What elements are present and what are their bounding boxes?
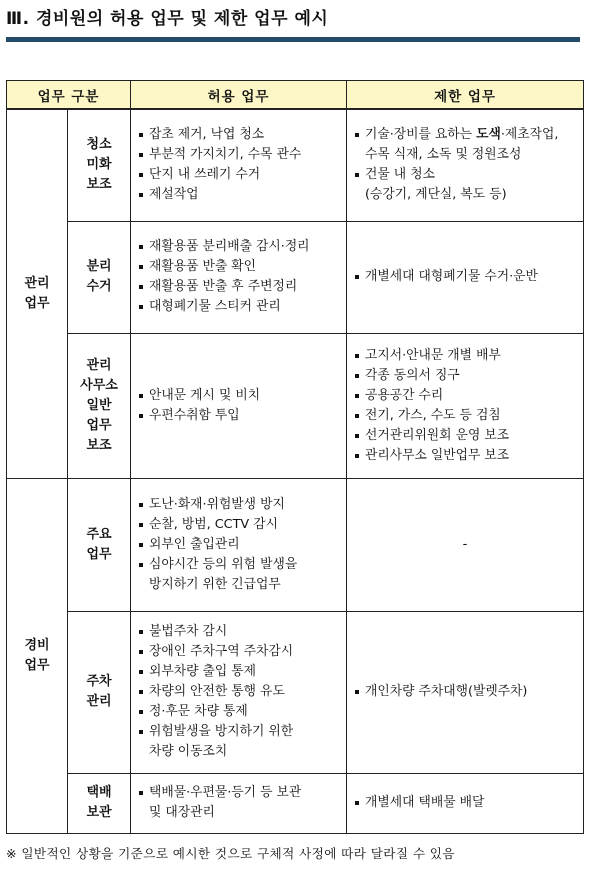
subcategory-label-line: 관리 [86,357,112,373]
restricted-cell [347,221,584,333]
list-item: 정·후문 차량 통제 [139,702,340,722]
list-item-continuation: 방지하기 위한 긴급업무 [149,576,281,592]
allowed-cell [131,333,347,478]
list-item: 각종 동의서 징구 [355,366,577,386]
list-item: 외부차량 출입 통제 [139,662,340,682]
category-label-line: 관리 [24,275,50,291]
subcategory-label-line: 분리 [86,259,112,274]
list-item: 선거관리위원회 운영 보조 [355,426,577,446]
header-category: 업무 구분 [7,81,131,110]
list-item: 고지서·안내문 개별 배부 [355,346,577,366]
list-item-continuation: 차량 이동조치 [149,744,228,759]
list-item: 재활용품 분리배출 감시·정리 [139,237,340,257]
list-item: 심야시간 등의 위험 발생을 [139,555,340,575]
subcategory-recycling [68,221,131,333]
list-item: 개별세대 대형폐기물 수거·운반 [355,267,577,287]
header-allowed: 허용 업무 [131,81,347,110]
list-item: 안내문 게시 및 비치 [139,386,340,406]
list-item: 대형폐기물 스티커 관리 [139,297,340,317]
subcategory-main-duties [68,478,131,611]
allowed-cell [131,478,347,611]
restricted-cell [347,109,584,221]
subcategory-label-line: 사무소 [80,377,118,393]
subcategory-label-line: 보관 [86,805,112,820]
allowed-cell [131,773,347,833]
list-item: 건물 내 청소 [355,165,577,185]
list-item: 개별세대 택배물 배달 [355,793,577,813]
list-item: 재활용품 반출 후 주변정리 [139,277,340,297]
list-item-text: 기술·장비를 요하는 [365,127,477,143]
subcategory-label-line: 관리 [86,694,112,709]
subcategory-label-line: 업무 [86,417,112,433]
restricted-cell [347,773,584,833]
category-label-line: 업무 [24,657,50,673]
table-row [7,478,584,611]
restricted-cell [347,333,584,478]
list-item-continuation: 수목 식재, 소독 및 정원조성 [365,147,522,163]
subcategory-label-line: 주차 [86,674,112,689]
list-item: 개인차량 주차대행(발렛주차) [355,682,577,702]
list-item: 잡초 제거, 낙엽 청소 [139,125,340,145]
list-item: 장애인 주차구역 주차감시 [139,642,340,662]
category-security [7,478,68,833]
table-row [7,109,584,221]
allowed-cell [131,611,347,773]
subcategory-label-line: 청소 [86,137,112,153]
list-item: 제설작업 [139,185,340,205]
allowed-cell [131,221,347,333]
header-row [7,81,584,110]
table-row [7,773,584,833]
subcategory-label-line: 일반 [86,397,112,413]
list-item: 재활용품 반출 확인 [139,257,340,277]
list-item: 관리사무소 일반업무 보조 [355,446,577,466]
list-item-text: ·제초작업, [500,127,559,143]
section-title: Ⅲ. 경비원의 허용 업무 및 제한 업무 예시 [6,9,329,29]
category-label-line: 경비 [24,637,50,653]
list-item: 도난·화재·위험발생 방지 [139,495,340,515]
category-management [7,109,68,478]
table-row [7,333,584,478]
list-item [355,125,577,145]
list-item: 차량의 안전한 통행 유도 [139,682,340,702]
list-item: 불법주차 감시 [139,622,340,642]
duty-table [6,80,584,834]
subcategory-parking [68,611,131,773]
subcategory-cleaning [68,109,131,221]
subcategory-label-line: 수거 [86,279,112,294]
subcategory-label-line: 미화 [86,157,112,173]
table-row [7,611,584,773]
list-item: 부분적 가지치기, 수목 관수 [139,145,340,165]
emphasis-text: 도색 [476,127,501,143]
list-item-continuation: (승강기, 계단실, 복도 등) [365,187,507,203]
list-item-continuation: 및 대장관리 [149,805,215,820]
subcategory-label-line: 주요 [86,526,112,542]
list-item: 공용공간 수리 [355,386,577,406]
subcategory-label-line: 업무 [86,546,112,562]
subcategory-label-line: 보조 [86,177,112,193]
restricted-cell [347,611,584,773]
subcategory-label-line: 택배 [86,785,112,800]
list-item: 위험발생을 방지하기 위한 [139,722,340,742]
subcategory-label-line: 보조 [86,437,112,453]
list-item: 택배물·우편물·등기 등 보관 [139,783,340,803]
restricted-cell-empty: - [347,478,584,611]
header-restricted: 제한 업무 [347,81,584,110]
allowed-cell [131,109,347,221]
subcategory-parcel [68,773,131,833]
list-item: 우편수취함 투입 [139,406,340,426]
list-item: 전기, 가스, 수도 등 검침 [355,406,577,426]
list-item: 순찰, 방범, CCTV 감시 [139,515,340,535]
subcategory-office-support [68,333,131,478]
list-item: 외부인 출입관리 [139,535,340,555]
list-item: 단지 내 쓰레기 수거 [139,165,340,185]
category-label-line: 업무 [24,295,50,311]
title-underline [6,37,580,42]
footnote: ※ 일반적인 상황을 기준으로 예시한 것으로 구체적 사정에 따라 달라질 수 있음 [6,846,455,861]
table-row [7,221,584,333]
